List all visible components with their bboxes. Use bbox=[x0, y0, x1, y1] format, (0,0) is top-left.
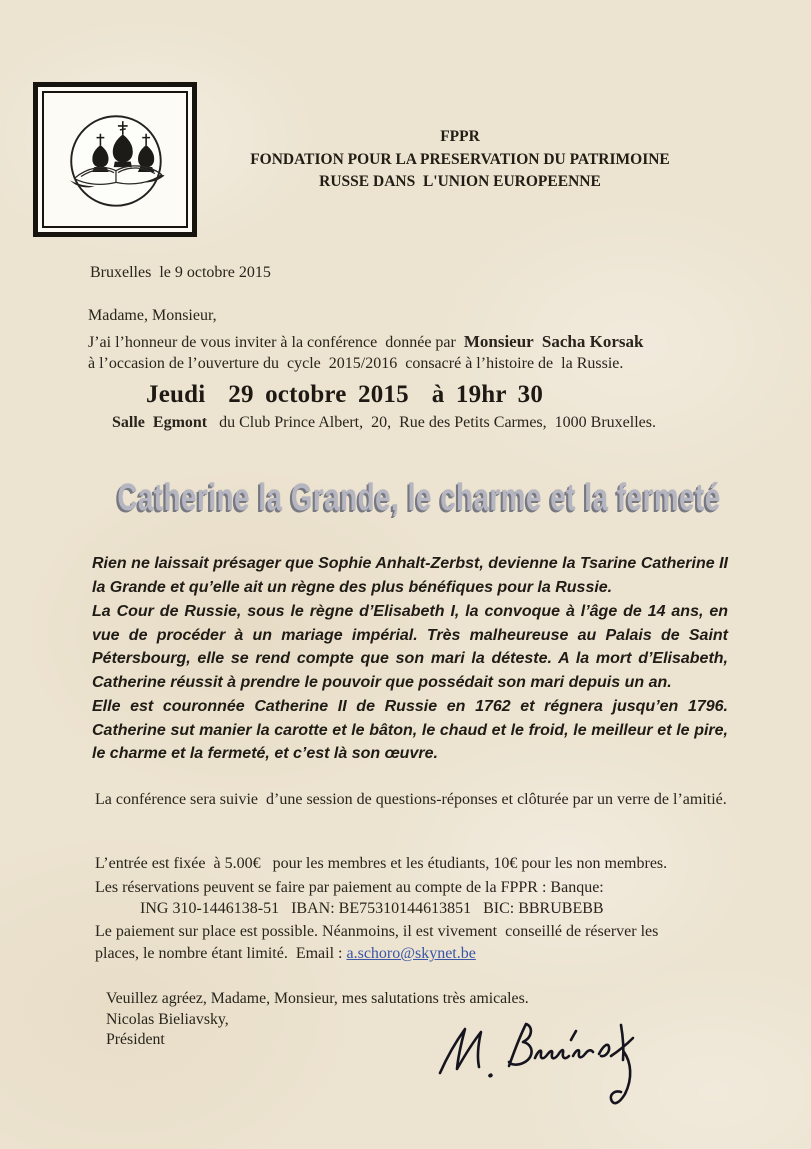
venue-room: Salle Egmont bbox=[112, 414, 208, 431]
invitation-line2: à l’occasion de l’ouverture du cycle 2015/2016 consacré à l’histoire de la Russie. bbox=[88, 355, 624, 372]
org-logo bbox=[33, 82, 197, 237]
conference-title: Catherine la Grande, le charme et la fermeté bbox=[117, 477, 721, 519]
signatory-name: Nicolas Bieliavsky, bbox=[106, 1010, 229, 1028]
abstract-paragraph: La Cour de Russie, sous le règne d’Elisabeth I, la convoque à l’âge de 14 ans, en vue de procéder à un mariage impérial. Très malheureuse au Palais de Saint Pétersbourg, elle se rend compte que son mari la déteste. A la mort d’Elisabeth, Catherine réussit à prendre le pouvoir que possédait son mari depuis un an. bbox=[92, 603, 728, 691]
pricing-line: L’entrée est fixée à 5.00€ pour les membres et les étudiants, 10€ pour les non membres. bbox=[95, 855, 668, 872]
closing-salutation: Veuillez agréez, Madame, Monsieur, mes salutations très amicales. bbox=[106, 990, 529, 1007]
bank-details: ING 310-1446138-51 IBAN: BE75310144613851 BIC: BBRUBEBB bbox=[140, 900, 604, 917]
signatory-title: Président bbox=[106, 1031, 165, 1049]
conference-abstract bbox=[92, 552, 728, 767]
dateline: Bruxelles le 9 octobre 2015 bbox=[90, 264, 271, 281]
invitation-prefix: J’ai l’honneur de vous inviter à la conférence donnée par bbox=[88, 334, 464, 351]
email-link[interactable]: a.schoro@skynet.be bbox=[346, 945, 476, 962]
reservation-line: Les réservations peuvent se faire par paiement au compte de la FPPR : Banque: bbox=[95, 879, 604, 896]
payment-line2-text: places, le nombre étant limité. Email : bbox=[95, 945, 347, 962]
handwritten-signature-icon bbox=[424, 1003, 676, 1115]
org-logo-frame bbox=[42, 91, 188, 228]
invitation-line bbox=[88, 332, 643, 352]
org-acronym: FPPR bbox=[440, 128, 480, 145]
venue-line bbox=[112, 414, 656, 432]
event-datetime: Jeudi 29 octobre 2015 à 19hr 30 bbox=[146, 381, 544, 408]
payment-line1: Le paiement sur place est possible. Néanmoins, il est vivement conseillé de réserver les bbox=[95, 923, 659, 940]
abstract-paragraph: Elle est couronnée Catherine II de Russie en 1762 et régnera jusqu’en 1796. Catherine sut manier la carotte et le bâton, le chaud et le froid, le meilleur et le pire, le charme et la fermeté, et c’est là son œuvre. bbox=[92, 698, 728, 762]
payment-line2 bbox=[95, 945, 476, 963]
abstract-paragraph: Rien ne laissait présager que Sophie Anhalt-Zerbst, devienne la Tsarine Catherine II la Grande et qu’elle ait un règne des plus bénéfiques pour la Russie. bbox=[92, 555, 728, 596]
org-name-line1: FONDATION POUR LA PRESERVATION DU PATRIMOINE bbox=[250, 150, 670, 168]
venue-address: du Club Prince Albert, 20, Rue des Petits Carmes, 1000 Bruxelles. bbox=[207, 414, 656, 431]
followup-note: La conférence sera suivie d’une session de questions-réponses et clôturée par un verre de l’amitié. bbox=[95, 791, 727, 808]
org-header bbox=[180, 126, 740, 194]
speaker-name: Monsieur Sacha Korsak bbox=[463, 332, 644, 351]
signature bbox=[424, 1003, 676, 1115]
conference-title-wrap bbox=[0, 477, 811, 520]
russian-domes-open-book-icon bbox=[44, 93, 186, 226]
salutation: Madame, Monsieur, bbox=[88, 307, 217, 324]
org-name-line2: RUSSE DANS L'UNION EUROPEENNE bbox=[319, 173, 601, 190]
